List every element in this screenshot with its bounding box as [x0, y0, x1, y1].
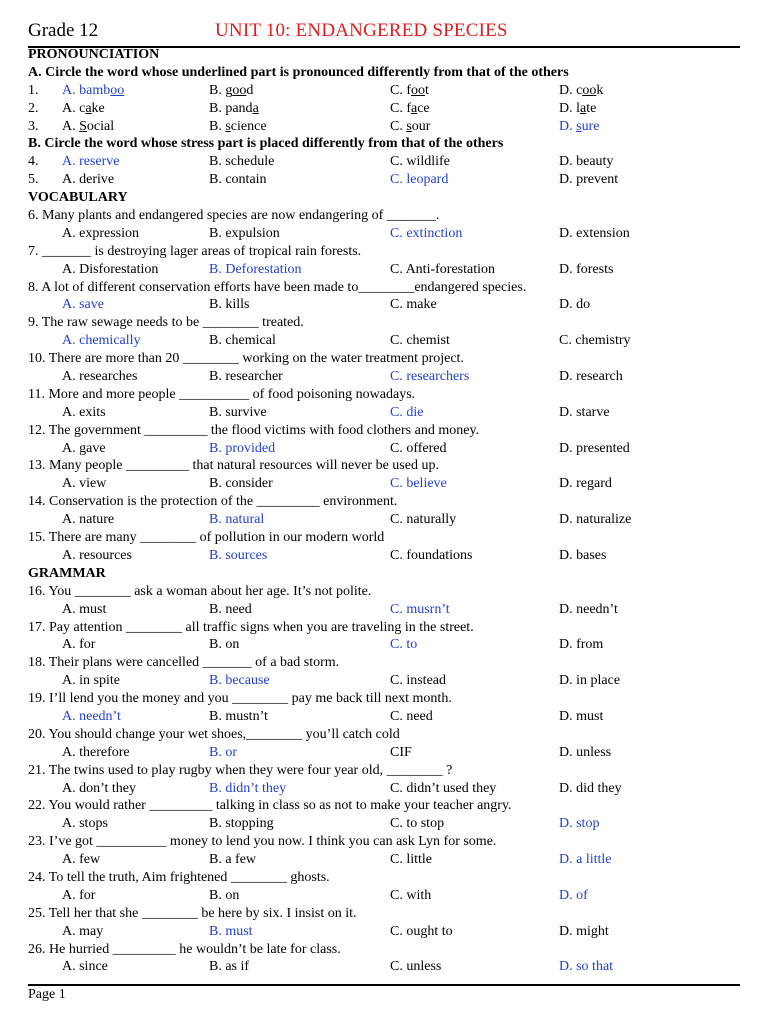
option-text: t: [425, 82, 429, 98]
question-text: 16. You ________ ask a woman about her age. It’s not polite.: [28, 583, 372, 599]
question-number: 5.: [28, 172, 39, 188]
answer-option-a[interactable]: A. expression: [62, 225, 139, 241]
underlined-part: a: [85, 100, 92, 116]
answer-option-c[interactable]: C. naturally: [390, 512, 457, 528]
answer-option-b[interactable]: B. survive: [209, 404, 267, 420]
options-row: [28, 296, 748, 314]
question-row: [28, 171, 748, 189]
answer-option-a[interactable]: A. nature: [62, 512, 115, 528]
underlined-part: oo: [110, 82, 125, 98]
question-text: 23. I’ve got __________ money to lend you now. I think you can ask Lyn for some.: [28, 834, 497, 850]
underlined-part: s: [225, 118, 231, 134]
answer-option-c[interactable]: C. to: [390, 637, 418, 653]
underlined-part: s: [406, 118, 412, 134]
pronunciation-questions: [28, 82, 748, 136]
answer-option-b[interactable]: B. on: [209, 637, 240, 653]
answer-option-b[interactable]: B. kills: [209, 297, 250, 313]
question-text: 14. Conservation is the protection of the _________ environment.: [28, 494, 398, 510]
answer-option-b[interactable]: [209, 118, 267, 136]
page-header: [28, 18, 740, 48]
answer-option-a[interactable]: A. don’t they: [62, 780, 137, 796]
option-text: te: [586, 100, 597, 116]
option-text: C.: [390, 118, 407, 134]
answer-option-a[interactable]: [62, 100, 105, 118]
answer-option-a[interactable]: A. Disforestation: [62, 261, 159, 277]
answer-option-c[interactable]: C. need: [390, 708, 433, 724]
options-row: [28, 851, 748, 869]
unit-title: UNIT 10: ENDANGERED SPECIES: [215, 20, 508, 41]
question-text: 19. I’ll lend you the money and you ________ pay me back till next month.: [28, 691, 452, 707]
underlined-part: oo: [582, 82, 597, 98]
answer-option-d[interactable]: D. might: [559, 923, 609, 939]
answer-option-d[interactable]: D. naturalize: [559, 512, 632, 528]
grammar-questions: [28, 583, 748, 977]
question-text: 6. Many plants and endangered species are now endangering of _______.: [28, 208, 440, 224]
answer-option-d[interactable]: C. chemistry: [559, 333, 631, 349]
answer-option-b[interactable]: B. schedule: [209, 154, 275, 170]
answer-option-b[interactable]: B. or: [209, 744, 237, 760]
option-text: A.: [62, 118, 80, 134]
option-text: ure: [581, 118, 600, 134]
answer-option-d[interactable]: D. a little: [559, 852, 612, 868]
answer-option-b[interactable]: B. natural: [209, 512, 265, 528]
option-text: A. bamb: [62, 82, 111, 98]
answer-option-c[interactable]: C. chemist: [390, 333, 450, 349]
grade-label: Grade 12: [28, 20, 99, 41]
options-row: [28, 404, 748, 422]
options-row: [28, 547, 748, 565]
answer-option-a[interactable]: A. view: [62, 476, 107, 492]
answer-option-c[interactable]: C. didn’t used they: [390, 780, 497, 796]
question-text: 17. Pay attention ________ all traffic signs when you are traveling in the street.: [28, 619, 474, 635]
answer-option-a[interactable]: A. therefore: [62, 744, 130, 760]
options-row: [28, 887, 748, 905]
underlined-part: S: [79, 118, 87, 134]
question-text: 25. Tell her that she ________ be here by six. I insist on it.: [28, 905, 357, 921]
option-text: our: [411, 118, 431, 134]
instruction-part-a: A. Circle the word whose underlined part is pronounced differently from that of the others: [28, 64, 569, 80]
answer-option-d[interactable]: [559, 100, 596, 118]
answer-option-d[interactable]: D. did they: [559, 780, 622, 796]
answer-option-c[interactable]: C. offered: [390, 440, 447, 456]
question-number: 4.: [28, 154, 39, 170]
question-row: [28, 118, 748, 136]
answer-option-c[interactable]: C. little: [390, 852, 432, 868]
answer-option-a[interactable]: A. derive: [62, 172, 115, 188]
answer-option-d[interactable]: D. forests: [559, 261, 614, 277]
answer-option-d[interactable]: D. in place: [559, 673, 621, 689]
answer-option-a[interactable]: A. few: [62, 852, 101, 868]
option-text: D. c: [559, 82, 583, 98]
answer-option-c[interactable]: C. with: [390, 887, 432, 903]
answer-option-c[interactable]: C. extinction: [390, 225, 463, 241]
answer-option-b[interactable]: B. because: [209, 673, 270, 689]
answer-option-c[interactable]: [390, 82, 429, 100]
options-row: [28, 601, 748, 619]
answer-option-a[interactable]: [62, 82, 124, 100]
instruction-part-b: B. Circle the word whose stress part is placed differently from that of the others: [28, 136, 504, 152]
answer-option-b[interactable]: B. as if: [209, 959, 250, 975]
answer-option-b[interactable]: B. consider: [209, 476, 273, 492]
answer-option-c[interactable]: [390, 118, 430, 136]
answer-option-a[interactable]: A. may: [62, 923, 104, 939]
options-row: [28, 261, 748, 279]
answer-option-d[interactable]: D. do: [559, 297, 591, 313]
answer-option-a[interactable]: A. reserve: [62, 154, 120, 170]
section-heading-pronunciation: PRONOUNCIATION: [28, 47, 160, 62]
question-row: [28, 82, 748, 100]
answer-option-d[interactable]: [559, 82, 603, 100]
answer-option-b[interactable]: B. Deforestation: [209, 261, 302, 277]
answer-option-d[interactable]: D. research: [559, 369, 623, 385]
option-text: ke: [91, 100, 105, 116]
answer-option-a[interactable]: A. resources: [62, 547, 132, 563]
answer-option-a[interactable]: A. stops: [62, 816, 108, 832]
question-text: 26. He hurried _________ he wouldn’t be late for class.: [28, 941, 341, 957]
section-heading-grammar: GRAMMAR: [28, 565, 106, 581]
option-text: C. f: [390, 82, 411, 98]
answer-option-b[interactable]: [209, 100, 259, 118]
answer-option-c[interactable]: C. instead: [390, 673, 446, 689]
answer-option-c[interactable]: C. researchers: [390, 369, 470, 385]
answer-option-b[interactable]: B. need: [209, 601, 252, 617]
answer-option-c[interactable]: C. foundations: [390, 547, 473, 563]
answer-option-b[interactable]: B. didn’t they: [209, 780, 287, 796]
answer-option-d[interactable]: D. stop: [559, 816, 600, 832]
vocabulary-questions: [28, 207, 748, 565]
answer-option-c[interactable]: C. Anti-forestation: [390, 261, 495, 277]
answer-option-b[interactable]: B. chemical: [209, 333, 276, 349]
option-text: ce: [417, 100, 430, 116]
answer-option-c[interactable]: C. musrn’t: [390, 601, 450, 617]
answer-option-d[interactable]: D. starve: [559, 404, 610, 420]
options-row: [28, 368, 748, 386]
question-number: 3.: [28, 118, 39, 134]
answer-option-b[interactable]: B. sources: [209, 547, 268, 563]
underlined-part: a: [580, 100, 587, 116]
answer-option-b[interactable]: B. expulsion: [209, 225, 280, 241]
answer-option-c[interactable]: CIF: [390, 744, 412, 760]
question-text: 22. You would rather _________ talking in class so as not to make your teacher angry.: [28, 798, 512, 814]
answer-option-a[interactable]: A. researches: [62, 369, 138, 385]
question-number: 2.: [28, 100, 39, 116]
options-row: [28, 511, 748, 529]
worksheet-content: [28, 46, 748, 976]
option-text: D.: [559, 118, 577, 134]
answer-option-b[interactable]: [209, 82, 253, 100]
option-text: A. c: [62, 100, 86, 116]
options-row: [28, 744, 748, 762]
answer-option-d[interactable]: D. must: [559, 708, 604, 724]
answer-option-b[interactable]: B. on: [209, 887, 240, 903]
answer-option-a[interactable]: A. chemically: [62, 333, 141, 349]
option-text: B.: [209, 118, 226, 134]
underlined-part: oo: [232, 82, 247, 98]
answer-option-d[interactable]: D. bases: [559, 547, 607, 563]
answer-option-b[interactable]: B. a few: [209, 852, 257, 868]
answer-option-a[interactable]: A. needn’t: [62, 708, 121, 724]
answer-option-c[interactable]: C. to stop: [390, 816, 445, 832]
answer-option-a[interactable]: A. since: [62, 959, 108, 975]
answer-option-d[interactable]: D. extension: [559, 225, 630, 241]
question-text: 10. There are more than 20 ________ working on the water treatment project.: [28, 351, 464, 367]
answer-option-d[interactable]: D. regard: [559, 476, 612, 492]
answer-option-a[interactable]: A. in spite: [62, 673, 120, 689]
options-row: [28, 475, 748, 493]
option-text: B. pand: [209, 100, 253, 116]
answer-option-a[interactable]: A. exits: [62, 404, 106, 420]
options-row: [28, 672, 748, 690]
options-row: [28, 958, 748, 976]
option-text: cience: [230, 118, 267, 134]
answer-option-b[interactable]: B. contain: [209, 172, 267, 188]
answer-option-b[interactable]: B. provided: [209, 440, 276, 456]
answer-option-a[interactable]: A. for: [62, 887, 96, 903]
answer-option-c[interactable]: C. leopard: [390, 172, 449, 188]
answer-option-d[interactable]: D. prevent: [559, 172, 619, 188]
option-text: ocial: [86, 118, 115, 134]
answer-option-a[interactable]: A. must: [62, 601, 107, 617]
question-text: 8. A lot of different conservation efforts have been made to________endangered species.: [28, 279, 527, 295]
answer-option-b[interactable]: B. researcher: [209, 369, 283, 385]
answer-option-c[interactable]: C. die: [390, 404, 424, 420]
answer-option-c[interactable]: C. make: [390, 297, 437, 313]
page-number: Page 1: [28, 987, 66, 1002]
option-text: d: [246, 82, 254, 98]
question-text: 7. _______ is destroying lager areas of tropical rain forests.: [28, 243, 362, 259]
question-text: 9. The raw sewage needs to be ________ treated.: [28, 315, 304, 331]
answer-option-b[interactable]: B. stopping: [209, 816, 274, 832]
question-text: 12. The government _________ the flood victims with food clothers and money.: [28, 422, 480, 438]
underlined-part: a: [411, 100, 418, 116]
option-text: D. l: [559, 100, 580, 116]
question-text: 15. There are many ________ of pollution in our modern world: [28, 530, 385, 546]
question-text: 11. More and more people __________ of food poisoning nowadays.: [28, 386, 416, 402]
options-row: [28, 708, 748, 726]
answer-option-c[interactable]: [390, 100, 430, 118]
options-row: [28, 815, 748, 833]
options-row: [28, 780, 748, 798]
answer-option-d[interactable]: D. of: [559, 887, 588, 903]
options-row: [28, 332, 748, 350]
answer-option-a[interactable]: A. gave: [62, 440, 106, 456]
footer-divider: [28, 984, 740, 986]
answer-option-a[interactable]: A. save: [62, 297, 104, 313]
question-text: 21. The twins used to play rugby when they were four year old, ________ ?: [28, 762, 453, 778]
question-text: 13. Many people _________ that natural resources will never be used up.: [28, 458, 439, 474]
answer-option-b[interactable]: B. mustn’t: [209, 708, 268, 724]
answer-option-d[interactable]: D. unless: [559, 744, 612, 760]
options-row: [28, 440, 748, 458]
answer-option-a[interactable]: [62, 118, 114, 136]
answer-option-c[interactable]: C. unless: [390, 959, 442, 975]
underlined-part: a: [252, 100, 259, 116]
answer-option-d[interactable]: D. needn’t: [559, 601, 618, 617]
answer-option-d[interactable]: D. beauty: [559, 154, 614, 170]
answer-option-c[interactable]: C. ought to: [390, 923, 453, 939]
underlined-part: s: [576, 118, 582, 134]
options-row: [28, 923, 748, 941]
question-text: 24. To tell the truth, Aim frightened ________ ghosts.: [28, 869, 330, 885]
answer-option-d[interactable]: D. so that: [559, 959, 614, 975]
option-text: C. f: [390, 100, 411, 116]
option-text: B. g: [209, 82, 233, 98]
options-row: [28, 636, 748, 654]
underlined-part: oo: [411, 82, 425, 98]
question-row: [28, 100, 748, 118]
answer-option-d[interactable]: [559, 118, 599, 136]
option-text: k: [596, 82, 604, 98]
question-number: 1.: [28, 82, 39, 98]
question-row: [28, 153, 748, 171]
answer-option-a[interactable]: A. for: [62, 637, 96, 653]
question-text: 20. You should change your wet shoes,________ you’ll catch cold: [28, 726, 400, 742]
stress-questions: [28, 153, 748, 189]
answer-option-b[interactable]: B. must: [209, 923, 253, 939]
answer-option-d[interactable]: D. from: [559, 637, 604, 653]
options-row: [28, 225, 748, 243]
section-heading-vocabulary: VOCABULARY: [28, 190, 128, 206]
question-text: 18. Their plans were cancelled _______ of a bad storm.: [28, 655, 340, 671]
answer-option-d[interactable]: D. presented: [559, 440, 630, 456]
answer-option-c[interactable]: C. believe: [390, 476, 447, 492]
answer-option-c[interactable]: C. wildlife: [390, 154, 450, 170]
